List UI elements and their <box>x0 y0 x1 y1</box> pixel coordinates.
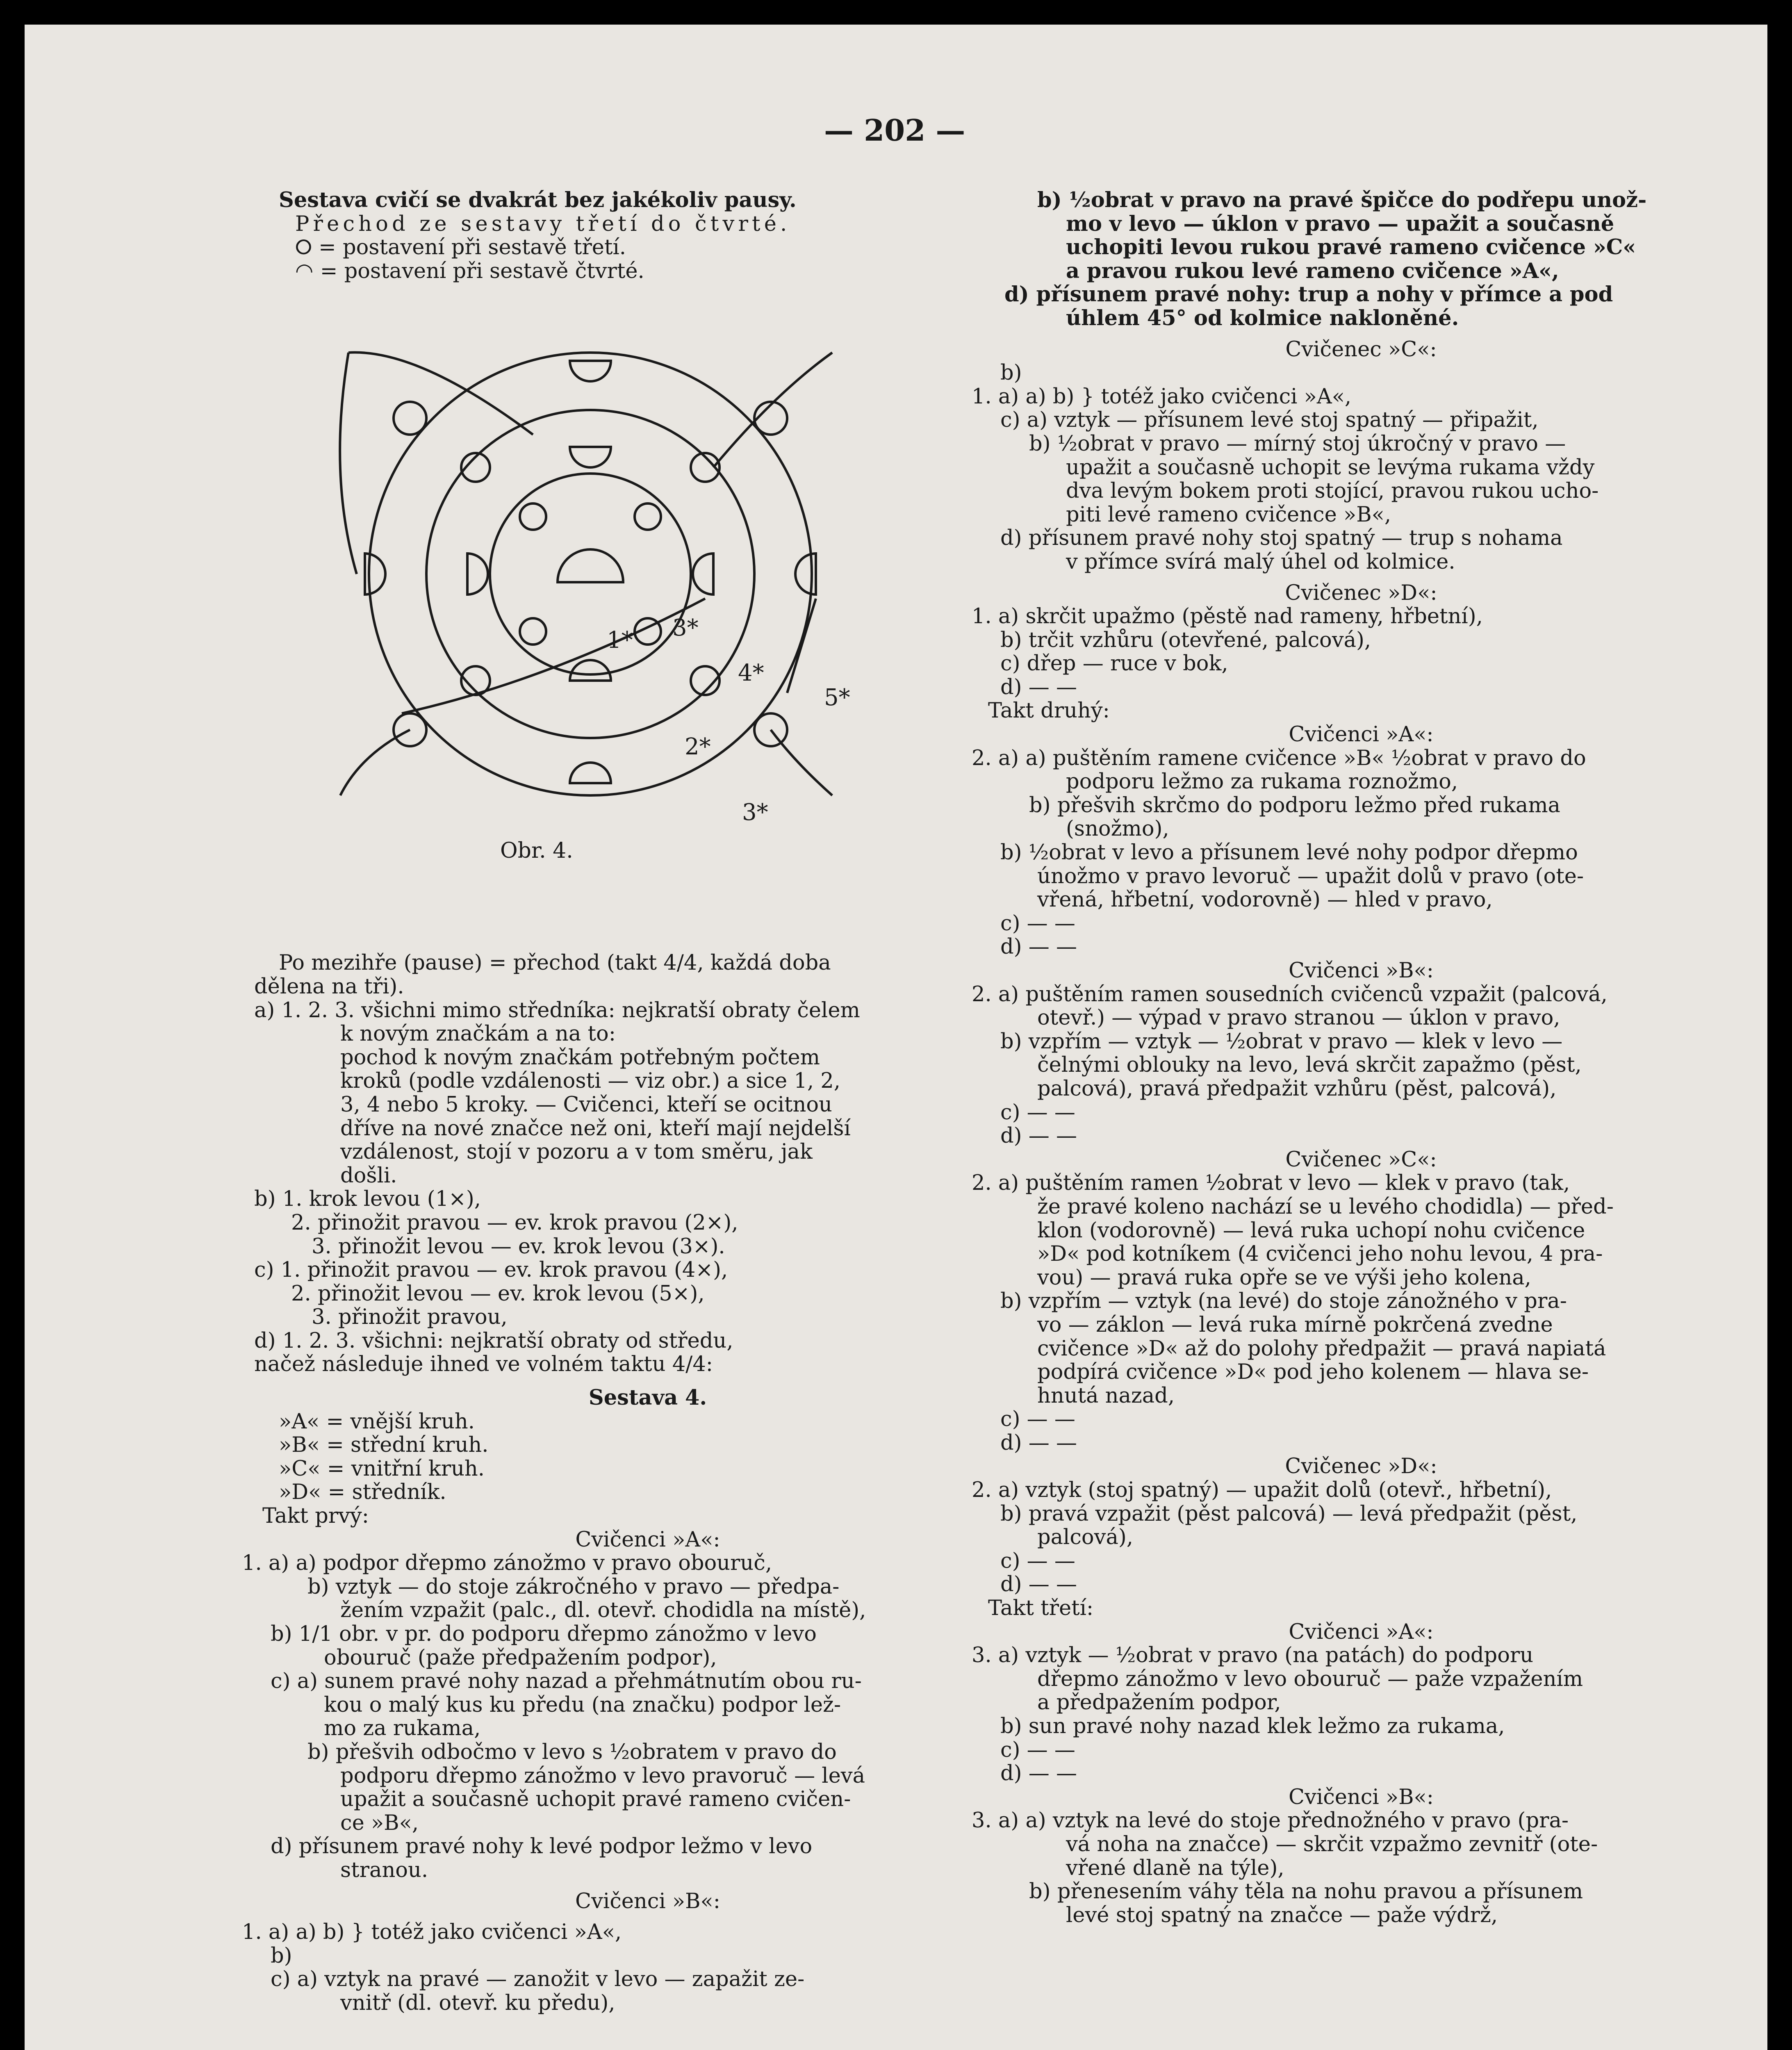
text-line: kou o malý kus ku předu (na značku) podpor lež- <box>324 1692 841 1717</box>
text-line: c) — — <box>1000 911 1075 936</box>
path-line <box>348 353 533 435</box>
text-line: klon (vodorovně) — levá ruka uchopí nohu cvičence <box>1037 1218 1585 1243</box>
text-line: podpírá cvičence »D« pod jeho kolenem — hlava se- <box>1037 1360 1589 1385</box>
section-heading: Cvičenci »A«: <box>1289 722 1434 747</box>
text-line: vo — záklon — levá ruka mírně pokrčená zvedne <box>1037 1312 1553 1337</box>
text-line: »A« = vnější kruh. <box>279 1409 475 1434</box>
text-line: 3. a) vztyk — ½obrat v pravo (na patách) do podporu <box>972 1643 1534 1668</box>
text-line: k novým značkám a na to: <box>340 1022 616 1046</box>
text-line: upažit a současně uchopit pravé rameno cvičen- <box>340 1787 851 1812</box>
path-line <box>771 730 832 795</box>
text-line: d) — — <box>1000 935 1077 959</box>
text-line: dva levým bokem proti stojící, pravou rukou ucho- <box>1066 479 1599 503</box>
text-line: hnutá nazad, <box>1037 1383 1175 1408</box>
marker <box>570 660 611 681</box>
text-line: b) pravá vzpažit (pěst palcová) — levá předpažit (pěst, <box>1000 1501 1578 1526</box>
position-marker <box>394 402 426 435</box>
position-marker <box>520 503 546 530</box>
text-line: 2. přinožit levou — ev. krok levou (5×), <box>291 1281 705 1306</box>
text-line: palcová), <box>1037 1525 1133 1550</box>
figure-label: 3* <box>742 799 768 826</box>
text-line: »B« = střední kruh. <box>279 1433 489 1458</box>
text-line: cvičence »D« až do polohy předpažit — pravá napiatá <box>1037 1336 1606 1361</box>
text-line: c) dřep — ruce v bok, <box>1000 651 1228 676</box>
text-line: mo v levo — úklon v pravo — upažit a současně <box>1066 211 1614 236</box>
outer-circle <box>369 353 812 795</box>
text-line: b) přešvih odbočmo v levo s ½obratem v pravo do <box>307 1740 837 1764</box>
text-line: obouruč (paže předpažením podpor), <box>324 1645 717 1670</box>
position-marker <box>754 402 787 435</box>
text-line: d) — — <box>1000 1124 1077 1148</box>
text-line: 1. a) a) b) } totéž jako cvičenci »A«, <box>972 384 1352 409</box>
text-line: d) 1. 2. 3. všichni: nejkratší obraty od středu, <box>254 1328 733 1353</box>
text-line: d) — — <box>1000 675 1077 699</box>
text-line: 3. přinožit levou — ev. krok levou (3×). <box>312 1234 725 1259</box>
text-line: vnitř (dl. otevř. ku předu), <box>340 1991 615 2015</box>
text-line: d) přísunem pravé nohy: trup a nohy v přímce a pod <box>1004 282 1613 307</box>
figure-label: 2* <box>685 733 711 760</box>
path-line <box>340 730 410 795</box>
text-line: v přímce svírá malý úhel od kolmice. <box>1066 549 1455 574</box>
text-line: že pravé koleno nachází se u levého chodidla) — před- <box>1037 1194 1614 1219</box>
marker <box>570 361 611 381</box>
text-line: stranou. <box>340 1858 428 1882</box>
figure-label: 3* <box>672 615 699 641</box>
text-line: b) ½obrat v pravo na pravé špičce do podřepu unož- <box>1037 188 1647 212</box>
text-line: b) <box>1000 361 1022 385</box>
text-line: 3. přinožit pravou, <box>312 1305 508 1330</box>
text-line: »D« pod kotníkem (4 cvičenci jeho nohu levou, 4 pra- <box>1037 1242 1603 1266</box>
text-line: upažit a současně uchopit se levýma rukama vždy <box>1066 455 1595 480</box>
section-heading: Cvičenec »D«: <box>1285 581 1437 605</box>
text-line: podporu ležmo za rukama roznožmo, <box>1066 770 1458 794</box>
figure-label: 4* <box>738 660 764 686</box>
text-line: vřené dlaně na týle), <box>1066 1856 1284 1880</box>
position-marker <box>635 503 661 530</box>
text-line: Takt druhý: <box>988 699 1110 723</box>
text-line: pochod k novým značkám potřebným počtem <box>340 1045 820 1070</box>
text-line: b) přešvih skrčmo do podporu ležmo před rukama <box>1029 793 1560 818</box>
formation-diagram <box>303 312 877 832</box>
right-column <box>972 189 1669 1927</box>
section-heading: Cvičenci »B«: <box>1289 959 1434 983</box>
text-line: (snožmo), <box>1066 817 1169 841</box>
text-line: d) přísunem pravé nohy k levé podpor ležmo v levo <box>271 1834 813 1859</box>
text-line: 2. a) a) puštěním ramene cvičence »B« ½obrat v pravo do <box>972 746 1586 770</box>
text-line: b) <box>271 1943 292 1968</box>
text-line: c) — — <box>1000 1549 1075 1573</box>
section-heading: Sestava 4. <box>588 1385 707 1410</box>
section-heading: Přechod ze sestavy třetí do čtvrté. <box>295 212 791 236</box>
text-line: levé stoj spatný na značce — paže výdrž, <box>1066 1903 1498 1927</box>
section-heading: Cvičenec »C«: <box>1285 1147 1437 1172</box>
text-line: b) sun pravé nohy nazad klek ležmo za rukama, <box>1000 1714 1505 1738</box>
text-line: c) a) sunem pravé nohy nazad a přehmátnutím obou ru- <box>271 1669 862 1694</box>
text-line: vřená, hřbetní, vodorovně) — hled v pravo, <box>1037 888 1493 912</box>
text-line: otevř.) — výpad v pravo stranou — úklon v pravo, <box>1037 1006 1560 1030</box>
text-line: mo za rukama, <box>324 1716 481 1741</box>
text-line: c) a) vztyk — přísunem levé stoj spatný — připažit, <box>1000 408 1539 433</box>
text-line: čelnými oblouky na levo, levá skrčit zapažmo (pěst, <box>1037 1053 1582 1077</box>
path-line <box>787 599 816 693</box>
marker <box>570 763 611 783</box>
text-line: d) přísunem pravé nohy stoj spatný — trup s nohama <box>1000 526 1563 551</box>
text-line: Takt prvý: <box>262 1504 369 1528</box>
section-heading: Cvičenci »A«: <box>575 1527 720 1552</box>
text-line: 3. a) a) vztyk na levé do stoje přednožného v pravo (pra- <box>972 1809 1569 1833</box>
text-line: kroků (podle vzdálenosti — viz obr.) a sice 1, 2, <box>340 1069 840 1093</box>
position-marker <box>520 618 546 645</box>
text-line: a pravou rukou levé rameno cvičence »A«, <box>1066 258 1559 283</box>
path-line <box>340 353 357 574</box>
text-line: b) trčit vzhůru (otevřené, palcová), <box>1000 628 1371 652</box>
text-line: b) 1/1 obr. v pr. do podporu dřepmo zánožmo v levo <box>271 1622 817 1646</box>
legend-line: ⭘ = postavení při sestavě třetí. <box>295 235 626 260</box>
text-line: podporu dřepmo zánožmo v levo pravoruč — levá <box>340 1763 865 1788</box>
text-line: a předpažením podpor, <box>1037 1690 1281 1715</box>
text-line: únožmo v pravo levoruč — upažit dolů v pravo (ote- <box>1037 864 1584 888</box>
text-line: b) ½obrat v levo a přísunem levé nohy podpor dřepmo <box>1000 840 1578 865</box>
text-line: c) 1. přinožit pravou — ev. krok pravou (4×), <box>254 1258 728 1282</box>
middle-circle <box>426 410 754 738</box>
text-line: Sestava cvičí se dvakrát bez jakékoliv pausy. <box>279 188 797 212</box>
figure-label: 1* <box>607 627 633 654</box>
text-line: b) vzpřím — vztyk — ½obrat v pravo — klek v levo — <box>1000 1029 1563 1054</box>
text-line: 2. přinožit pravou — ev. krok pravou (2×), <box>291 1210 738 1235</box>
page-number: — 202 — <box>824 113 965 148</box>
text-line: 3, 4 nebo 5 kroky. — Cvičenci, kteří se ocitnou <box>340 1092 832 1117</box>
document-page <box>25 25 1767 2050</box>
text-line: dělena na tři). <box>254 974 404 999</box>
text-line: vá noha na značce) — skrčit vzpažmo zevnitř (ote- <box>1066 1832 1598 1856</box>
text-line: c) — — <box>1000 1407 1075 1432</box>
text-line: a) 1. 2. 3. všichni mimo středníka: nejkratší obraty čelem <box>254 998 860 1023</box>
text-line: 1. a) a) podpor dřepmo zánožmo v pravo obouruč, <box>242 1551 772 1576</box>
text-line: 2. a) vztyk (stoj spatný) — upažit dolů (otevř., hřbetní), <box>972 1478 1552 1503</box>
text-line: b) vzpřím — vztyk (na levé) do stoje zánožného v pra- <box>1000 1289 1567 1314</box>
text-line: d) — — <box>1000 1572 1077 1597</box>
center-marker <box>558 549 623 582</box>
figure-label: 5* <box>824 684 850 711</box>
section-heading: Cvičenec »D«: <box>1285 1454 1437 1479</box>
text-line: 2. a) puštěním ramen ½obrat v levo — klek v pravo (tak, <box>972 1171 1570 1196</box>
text-line: vou) — pravá ruka opře se ve výši jeho kolena, <box>1037 1265 1531 1290</box>
text-line: c) — — <box>1000 1738 1075 1762</box>
text-line: b) ½obrat v pravo — mírný stoj úkročný v pravo — <box>1029 431 1566 456</box>
text-line: »D« = středník. <box>279 1480 446 1505</box>
inner-circle <box>490 474 691 674</box>
text-line: Takt třetí: <box>988 1596 1094 1621</box>
text-line: 1. a) a) b) } totéž jako cvičenci »A«, <box>242 1920 622 1945</box>
text-line: uchopiti levou rukou pravé rameno cvičence »C« <box>1066 235 1636 260</box>
marker <box>467 554 488 594</box>
text-line: vzdálenost, stojí v pozoru a v tom směru, jak <box>340 1140 813 1164</box>
text-line: palcová), pravá předpažit vzhůru (pěst, palcová), <box>1037 1076 1557 1101</box>
legend-line: ◠ = postavení při sestavě čtvrté. <box>295 259 644 283</box>
text-line: piti levé rameno cvičence »B«, <box>1066 502 1391 527</box>
figure-caption: Obr. 4. <box>500 838 573 863</box>
text-line: úhlem 45° od kolmice nakloněné. <box>1066 305 1459 330</box>
text-line: 1. a) skrčit upažmo (pěstě nad rameny, hřbetní), <box>972 604 1483 629</box>
section-heading: Cvičenci »B«: <box>1289 1785 1434 1809</box>
text-line: načež následuje ihned ve volném taktu 4/4: <box>254 1352 713 1377</box>
section-heading: Cvičenci »A«: <box>1289 1620 1434 1644</box>
text-line: d) — — <box>1000 1430 1077 1455</box>
text-line: 2. a) puštěním ramen sousedních cvičenců vzpažit (palcová, <box>972 982 1608 1007</box>
text-line: »C« = vnitřní kruh. <box>279 1456 485 1481</box>
text-line: b) vztyk — do stoje zákročného v pravo — předpa- <box>307 1574 840 1599</box>
section-heading: Cvičenec »C«: <box>1285 337 1437 362</box>
text-line: dřepmo zánožmo v levo obouruč — paže vzpažením <box>1037 1667 1583 1691</box>
text-line: dříve na nové značce než oni, kteří mají nejdelší <box>340 1116 851 1141</box>
marker <box>570 447 611 467</box>
text-line: došli. <box>340 1163 397 1188</box>
text-line: Po mezihře (pause) = přechod (takt 4/4, každá doba <box>279 951 831 975</box>
text-line: d) — — <box>1000 1761 1077 1786</box>
section-heading: Cvičenci »B«: <box>575 1889 720 1913</box>
text-line: b) 1. krok levou (1×), <box>254 1187 481 1212</box>
marker <box>693 554 713 594</box>
text-line: žením vzpažit (palc., dl. otevř. chodidla na místě), <box>340 1598 866 1623</box>
text-line: c) a) vztyk na pravé — zanožit v levo — zapažit ze- <box>271 1967 805 1992</box>
text-line: ce »B«, <box>340 1811 419 1835</box>
text-line: c) — — <box>1000 1100 1075 1125</box>
text-line: b) přenesením váhy těla na nohu pravou a přísunem <box>1029 1879 1583 1904</box>
